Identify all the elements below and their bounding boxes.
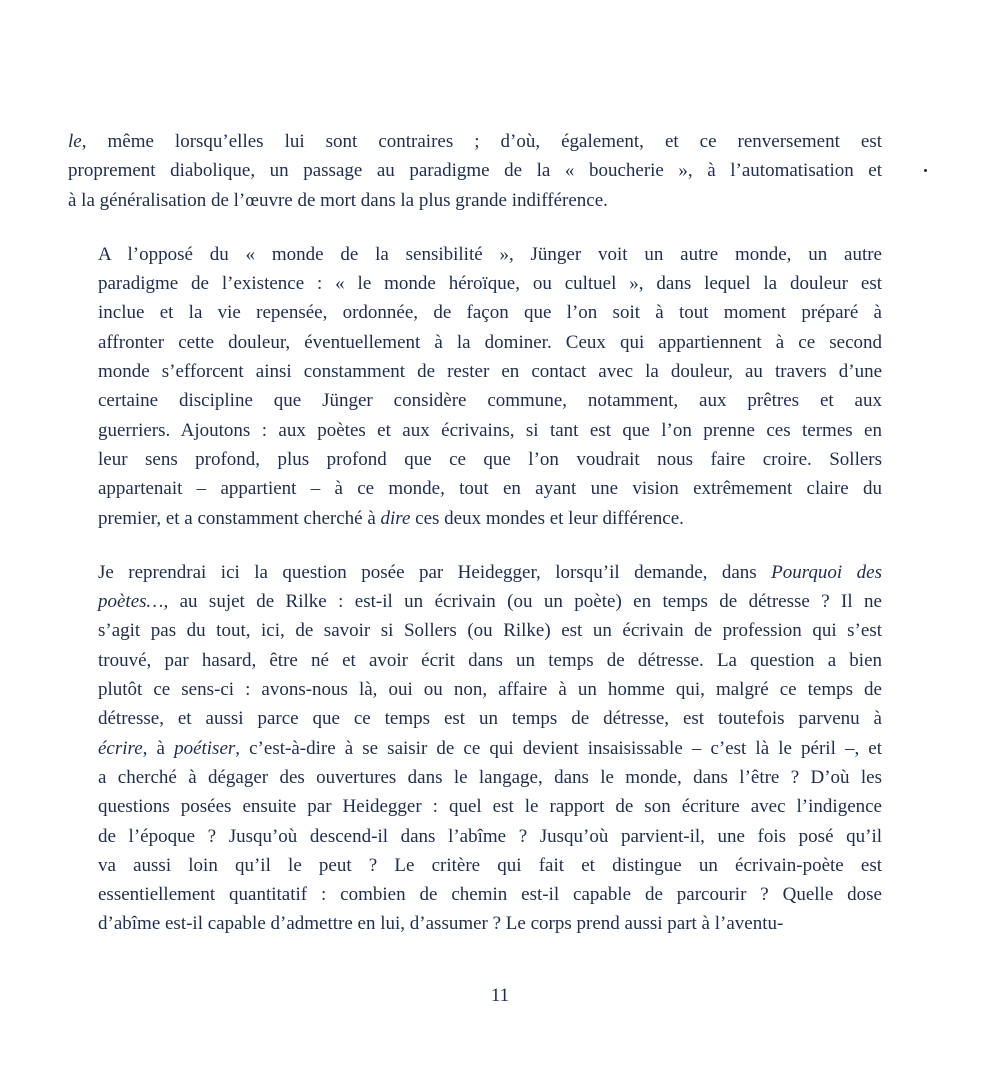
text-line <box>68 822 882 851</box>
text-run: plutôt ce sens-ci : avons-nous là, oui ou non, affaire à un homme qui, malgré ce temps de <box>98 679 882 701</box>
text-run: à la généralisation de l’œuvre de mort dans la plus grande indifférence. <box>68 189 608 211</box>
text-run: certaine discipline que Jünger considère commune, notamment, aux prêtres et aux <box>98 390 882 412</box>
text-run: , à <box>142 737 175 759</box>
italic-text: dire <box>380 507 411 529</box>
text-line <box>68 587 882 616</box>
text-run: guerriers. Ajoutons : aux poètes et aux écrivains, si tant est que l’on prenne ces termes en <box>98 419 882 441</box>
text-line <box>68 880 882 909</box>
paragraph-1 <box>68 127 882 215</box>
italic-text: poètes… <box>98 591 164 613</box>
text-line <box>68 445 882 474</box>
text-line <box>68 474 882 503</box>
text-line <box>68 386 882 415</box>
text-run: trouvé, par hasard, être né et avoir écrit dans un temps de détresse. La question a bien <box>98 649 882 671</box>
text-run: ces deux mondes et leur différence. <box>410 507 684 529</box>
text-run: détresse, et aussi parce que ce temps est un temps de détresse, est toutefois parvenu à <box>98 708 882 730</box>
text-run: , c’est-à-dire à se saisir de ce qui devient insaisissable – c’est là le péril –, et <box>235 737 882 759</box>
text-line <box>68 646 882 675</box>
text-run: s’agit pas du tout, ici, de savoir si Sollers (ou Rilke) est un écrivain de profession qui s’est <box>98 620 882 642</box>
body-text <box>68 127 882 939</box>
text-run: essentiellement quantitatif : combien de chemin est-il capable de parcourir ? Quelle dose <box>98 884 882 906</box>
text-run: d’abîme est-il capable d’admettre en lui, d’assumer ? Le corps prend aussi part à l’aventu- <box>98 913 784 935</box>
text-run: premier, et a constamment cherché à <box>98 507 381 529</box>
text-line <box>68 792 882 821</box>
text-line <box>68 127 882 156</box>
paragraph-3 <box>68 558 882 939</box>
text-line <box>68 186 882 215</box>
italic-text: Pourquoi des <box>771 561 882 583</box>
text-run: proprement diabolique, un passage au paradigme de la « boucherie », à l’automatisation et <box>68 160 882 182</box>
italic-text: le <box>68 131 82 152</box>
text-line <box>68 328 882 357</box>
text-run: Je reprendrai ici la question posée par Heidegger, lorsqu’il demande, dans <box>98 561 772 583</box>
text-line <box>68 704 882 733</box>
text-line <box>68 909 882 938</box>
text-line <box>68 240 882 269</box>
paragraph-2 <box>68 240 882 533</box>
italic-text: poétiser <box>174 737 236 759</box>
text-run: appartenait – appartient – à ce monde, tout en ayant une vision extrêmement claire du <box>98 478 882 500</box>
text-line <box>68 851 882 880</box>
text-line <box>68 269 882 298</box>
text-line <box>68 675 882 704</box>
text-line <box>68 416 882 445</box>
text-run: leur sens profond, plus profond que ce que l’on voudrait nous faire croire. Sollers <box>98 448 882 470</box>
margin-mark <box>924 169 927 172</box>
text-line <box>68 357 882 386</box>
text-line <box>68 298 882 327</box>
text-run: paradigme de l’existence : « le monde héroïque, ou cultuel », dans lequel la douleur est <box>98 273 882 295</box>
page-number: 11 <box>490 985 510 1006</box>
text-line <box>68 558 882 587</box>
text-run: , même lorsqu’elles lui sont contraires ; d’où, également, et ce renversement est <box>81 131 882 152</box>
text-run: va aussi loin qu’il le peut ? Le critère qui fait et distingue un écrivain-poète est <box>98 854 882 876</box>
text-line <box>68 734 882 763</box>
text-run: inclue et la vie repensée, ordonnée, de façon que l’on soit à tout moment préparé à <box>98 302 882 324</box>
text-line <box>68 156 882 185</box>
text-line <box>68 504 882 533</box>
text-run: de l’époque ? Jusqu’où descend-il dans l’abîme ? Jusqu’où parvient-il, une fois posé qu’il <box>98 825 882 847</box>
text-run: questions posées ensuite par Heidegger : quel est le rapport de son écriture avec l’indigence <box>98 796 882 818</box>
text-run: A l’opposé du « monde de la sensibilité », Jünger voit un autre monde, un autre <box>98 243 882 265</box>
text-run: a cherché à dégager des ouvertures dans le langage, dans le monde, dans l’être ? D’où les <box>98 766 882 788</box>
text-run: , au sujet de Rilke : est-il un écrivain (ou un poète) en temps de détresse ? Il ne <box>163 591 882 613</box>
text-run: monde s’efforcent ainsi constamment de rester en contact avec la douleur, au travers d’une <box>98 361 882 383</box>
text-run: affronter cette douleur, éventuellement à la dominer. Ceux qui appartiennent à ce second <box>98 331 882 353</box>
text-line <box>68 616 882 645</box>
italic-text: écrire <box>98 737 143 759</box>
text-line <box>68 763 882 792</box>
